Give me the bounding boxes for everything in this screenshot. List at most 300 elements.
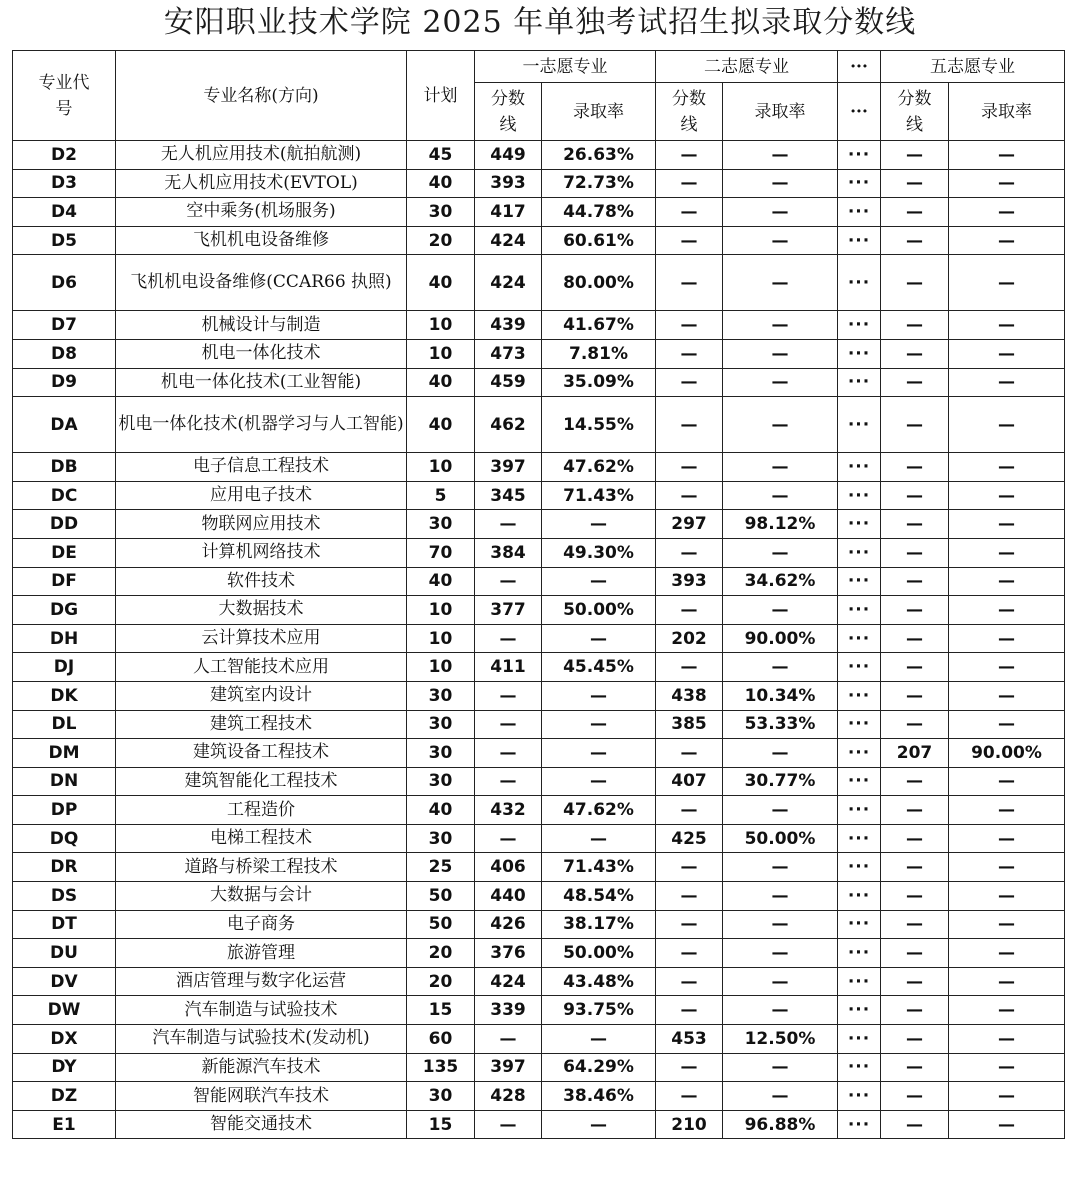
cell-rate-5: 90.00%: [949, 739, 1065, 768]
cell-ellipsis: ···: [838, 767, 881, 796]
cell-plan: 15: [407, 1110, 475, 1139]
cell-rate-5: —: [949, 226, 1065, 255]
cell-rate-5: —: [949, 510, 1065, 539]
cell-score-2: —: [656, 198, 723, 227]
cell-ellipsis: ···: [838, 510, 881, 539]
cell-ellipsis: ···: [838, 1110, 881, 1139]
header-name: 专业名称(方向): [116, 51, 407, 141]
cell-name: 无人机应用技术(航拍航测): [116, 141, 407, 170]
cell-score-5: —: [881, 681, 949, 710]
header-score-line-1: 分数线: [475, 83, 542, 141]
cell-rate-5: —: [949, 996, 1065, 1025]
table-row: [13, 1053, 1065, 1082]
cell-rate-2: 96.88%: [723, 1110, 838, 1139]
cell-ellipsis: ···: [838, 567, 881, 596]
header-rate-2: 录取率: [723, 83, 838, 141]
cell-plan: 10: [407, 624, 475, 653]
cell-rate-5: —: [949, 567, 1065, 596]
cell-code: DY: [13, 1053, 116, 1082]
cell-plan: 10: [407, 339, 475, 368]
cell-plan: 15: [407, 996, 475, 1025]
cell-name: 旅游管理: [116, 939, 407, 968]
cell-ellipsis: ···: [838, 939, 881, 968]
cell-rate-2: —: [723, 538, 838, 567]
cell-plan: 40: [407, 368, 475, 397]
cell-rate-2: 12.50%: [723, 1025, 838, 1054]
cell-code: D4: [13, 198, 116, 227]
cell-name: 电梯工程技术: [116, 824, 407, 853]
cell-score-2: —: [656, 255, 723, 311]
cell-score-1: 417: [475, 198, 542, 227]
cell-ellipsis: ···: [838, 226, 881, 255]
cell-score-5: —: [881, 311, 949, 340]
cell-rate-5: —: [949, 311, 1065, 340]
cell-score-2: —: [656, 653, 723, 682]
cell-score-1: —: [475, 681, 542, 710]
cell-rate-2: —: [723, 397, 838, 453]
cell-code: D3: [13, 169, 116, 198]
cell-name: 机电一体化技术(机器学习与人工智能): [116, 397, 407, 453]
cell-name: 大数据技术: [116, 596, 407, 625]
cell-score-2: 438: [656, 681, 723, 710]
cell-code: DL: [13, 710, 116, 739]
cell-ellipsis: ···: [838, 1053, 881, 1082]
cell-score-1: 459: [475, 368, 542, 397]
cell-rate-5: —: [949, 169, 1065, 198]
cell-name: 飞机机电设备维修: [116, 226, 407, 255]
cell-code: D5: [13, 226, 116, 255]
cell-ellipsis: ···: [838, 538, 881, 567]
cell-rate-2: —: [723, 255, 838, 311]
cell-rate-2: —: [723, 853, 838, 882]
cell-rate-5: —: [949, 624, 1065, 653]
cell-rate-2: 34.62%: [723, 567, 838, 596]
cell-rate-2: —: [723, 967, 838, 996]
cell-code: DK: [13, 681, 116, 710]
cell-score-5: —: [881, 368, 949, 397]
cell-score-5: —: [881, 226, 949, 255]
cell-code: DT: [13, 910, 116, 939]
cell-plan: 10: [407, 453, 475, 482]
cell-ellipsis: ···: [838, 255, 881, 311]
table-row: [13, 368, 1065, 397]
table-row: [13, 169, 1065, 198]
cell-score-1: 449: [475, 141, 542, 170]
cell-name: 道路与桥梁工程技术: [116, 853, 407, 882]
cell-score-5: —: [881, 481, 949, 510]
table-row: [13, 882, 1065, 911]
cell-rate-1: 43.48%: [542, 967, 656, 996]
cell-rate-2: —: [723, 939, 838, 968]
table-row: [13, 710, 1065, 739]
cell-rate-5: —: [949, 198, 1065, 227]
cell-rate-5: —: [949, 397, 1065, 453]
cell-score-5: —: [881, 796, 949, 825]
cell-score-1: 411: [475, 653, 542, 682]
cell-ellipsis: ···: [838, 624, 881, 653]
cell-rate-2: —: [723, 1053, 838, 1082]
cell-rate-2: —: [723, 339, 838, 368]
cell-plan: 30: [407, 767, 475, 796]
cell-rate-1: 60.61%: [542, 226, 656, 255]
cell-ellipsis: ···: [838, 198, 881, 227]
cell-ellipsis: ···: [838, 596, 881, 625]
table-row: [13, 1082, 1065, 1111]
cell-plan: 30: [407, 1082, 475, 1111]
cell-rate-1: 44.78%: [542, 198, 656, 227]
cell-name: 电子信息工程技术: [116, 453, 407, 482]
cell-code: DQ: [13, 824, 116, 853]
cell-ellipsis: ···: [838, 996, 881, 1025]
cell-code: DE: [13, 538, 116, 567]
cell-code: DD: [13, 510, 116, 539]
cell-rate-1: 50.00%: [542, 596, 656, 625]
cell-score-1: —: [475, 510, 542, 539]
cell-rate-2: 50.00%: [723, 824, 838, 853]
cell-ellipsis: ···: [838, 967, 881, 996]
cell-name: 智能网联汽车技术: [116, 1082, 407, 1111]
cell-rate-1: 50.00%: [542, 939, 656, 968]
cell-score-2: —: [656, 368, 723, 397]
cell-score-2: —: [656, 882, 723, 911]
cell-score-1: 426: [475, 910, 542, 939]
cell-plan: 25: [407, 853, 475, 882]
cell-rate-5: —: [949, 538, 1065, 567]
table-row: [13, 624, 1065, 653]
header-group-2: 二志愿专业: [656, 51, 838, 83]
cell-score-2: —: [656, 339, 723, 368]
cell-score-2: —: [656, 796, 723, 825]
cell-code: D8: [13, 339, 116, 368]
cell-ellipsis: ···: [838, 368, 881, 397]
cell-plan: 40: [407, 397, 475, 453]
cell-plan: 20: [407, 939, 475, 968]
table-row: [13, 339, 1065, 368]
table-row: [13, 910, 1065, 939]
cell-score-1: 424: [475, 255, 542, 311]
cell-score-2: —: [656, 453, 723, 482]
cell-rate-1: 93.75%: [542, 996, 656, 1025]
cell-name: 物联网应用技术: [116, 510, 407, 539]
cell-rate-2: —: [723, 910, 838, 939]
cell-code: E1: [13, 1110, 116, 1139]
cell-plan: 10: [407, 596, 475, 625]
cell-rate-5: —: [949, 910, 1065, 939]
cell-ellipsis: ···: [838, 739, 881, 768]
cell-rate-5: —: [949, 1025, 1065, 1054]
table-row: [13, 824, 1065, 853]
cell-score-5: —: [881, 996, 949, 1025]
cell-plan: 30: [407, 681, 475, 710]
cell-rate-5: —: [949, 796, 1065, 825]
cell-rate-1: —: [542, 567, 656, 596]
cell-score-1: —: [475, 710, 542, 739]
cell-score-5: —: [881, 767, 949, 796]
header-ellipsis: ···: [838, 83, 881, 141]
cell-name: 无人机应用技术(EVTOL): [116, 169, 407, 198]
table-row: [13, 1110, 1065, 1139]
cell-plan: 20: [407, 967, 475, 996]
cell-score-5: —: [881, 141, 949, 170]
cell-plan: 40: [407, 796, 475, 825]
cell-rate-2: 30.77%: [723, 767, 838, 796]
cell-name: 人工智能技术应用: [116, 653, 407, 682]
cell-name: 工程造价: [116, 796, 407, 825]
cell-rate-1: —: [542, 510, 656, 539]
cell-code: DW: [13, 996, 116, 1025]
cell-ellipsis: ···: [838, 796, 881, 825]
cell-ellipsis: ···: [838, 910, 881, 939]
cell-rate-1: 7.81%: [542, 339, 656, 368]
cell-rate-5: —: [949, 141, 1065, 170]
table-row: [13, 311, 1065, 340]
cell-rate-1: 45.45%: [542, 653, 656, 682]
admission-score-table: [12, 50, 1065, 1139]
cell-rate-2: 10.34%: [723, 681, 838, 710]
cell-plan: 30: [407, 510, 475, 539]
cell-score-2: —: [656, 226, 723, 255]
cell-rate-5: —: [949, 1082, 1065, 1111]
cell-score-1: 462: [475, 397, 542, 453]
cell-score-2: —: [656, 596, 723, 625]
cell-rate-5: —: [949, 368, 1065, 397]
cell-rate-1: —: [542, 1110, 656, 1139]
table-row: [13, 653, 1065, 682]
table-row: [13, 681, 1065, 710]
cell-score-2: 202: [656, 624, 723, 653]
cell-rate-5: —: [949, 824, 1065, 853]
cell-ellipsis: ···: [838, 311, 881, 340]
cell-ellipsis: ···: [838, 141, 881, 170]
cell-score-1: 440: [475, 882, 542, 911]
cell-score-5: —: [881, 339, 949, 368]
cell-rate-1: 71.43%: [542, 481, 656, 510]
cell-score-5: —: [881, 1025, 949, 1054]
cell-plan: 60: [407, 1025, 475, 1054]
cell-score-2: —: [656, 311, 723, 340]
cell-score-2: —: [656, 169, 723, 198]
cell-score-1: 397: [475, 1053, 542, 1082]
cell-score-1: 384: [475, 538, 542, 567]
cell-rate-1: —: [542, 739, 656, 768]
table-row: [13, 939, 1065, 968]
cell-score-5: —: [881, 653, 949, 682]
cell-name: 电子商务: [116, 910, 407, 939]
header-plan: 计划: [407, 51, 475, 141]
cell-rate-5: —: [949, 1110, 1065, 1139]
cell-score-1: 377: [475, 596, 542, 625]
cell-rate-2: —: [723, 996, 838, 1025]
cell-score-2: —: [656, 141, 723, 170]
cell-score-5: —: [881, 967, 949, 996]
cell-code: DC: [13, 481, 116, 510]
table-row: [13, 510, 1065, 539]
header-group-ellipsis: ···: [838, 51, 881, 83]
cell-score-2: —: [656, 739, 723, 768]
cell-rate-2: —: [723, 653, 838, 682]
cell-rate-2: —: [723, 796, 838, 825]
cell-score-5: —: [881, 169, 949, 198]
cell-name: 大数据与会计: [116, 882, 407, 911]
cell-score-2: 425: [656, 824, 723, 853]
cell-plan: 10: [407, 311, 475, 340]
cell-rate-5: —: [949, 596, 1065, 625]
table-row: [13, 255, 1065, 311]
cell-score-5: —: [881, 910, 949, 939]
cell-score-1: —: [475, 1025, 542, 1054]
cell-score-1: 428: [475, 1082, 542, 1111]
cell-rate-1: 47.62%: [542, 453, 656, 482]
cell-score-2: —: [656, 1053, 723, 1082]
cell-score-2: —: [656, 397, 723, 453]
table-row: [13, 596, 1065, 625]
cell-ellipsis: ···: [838, 824, 881, 853]
cell-rate-2: 90.00%: [723, 624, 838, 653]
table-row: [13, 141, 1065, 170]
cell-name: 新能源汽车技术: [116, 1053, 407, 1082]
table-row: [13, 853, 1065, 882]
cell-code: DU: [13, 939, 116, 968]
cell-score-2: —: [656, 1082, 723, 1111]
cell-rate-1: —: [542, 1025, 656, 1054]
cell-plan: 30: [407, 824, 475, 853]
cell-name: 机械设计与制造: [116, 311, 407, 340]
cell-rate-1: —: [542, 710, 656, 739]
cell-rate-1: —: [542, 767, 656, 796]
cell-plan: 30: [407, 739, 475, 768]
cell-ellipsis: ···: [838, 882, 881, 911]
cell-rate-1: 26.63%: [542, 141, 656, 170]
cell-score-5: —: [881, 1053, 949, 1082]
cell-rate-2: —: [723, 882, 838, 911]
cell-rate-1: 47.62%: [542, 796, 656, 825]
cell-plan: 5: [407, 481, 475, 510]
cell-rate-2: —: [723, 1082, 838, 1111]
table-row: [13, 767, 1065, 796]
cell-score-2: 297: [656, 510, 723, 539]
cell-score-5: —: [881, 538, 949, 567]
cell-code: DP: [13, 796, 116, 825]
table-row: [13, 996, 1065, 1025]
cell-ellipsis: ···: [838, 453, 881, 482]
table-row: [13, 739, 1065, 768]
cell-name: 智能交通技术: [116, 1110, 407, 1139]
cell-rate-1: 38.17%: [542, 910, 656, 939]
cell-ellipsis: ···: [838, 681, 881, 710]
cell-rate-5: —: [949, 882, 1065, 911]
cell-score-1: 432: [475, 796, 542, 825]
cell-rate-1: 49.30%: [542, 538, 656, 567]
cell-code: DV: [13, 967, 116, 996]
cell-rate-5: —: [949, 767, 1065, 796]
cell-score-5: —: [881, 453, 949, 482]
cell-score-5: 207: [881, 739, 949, 768]
cell-score-2: 453: [656, 1025, 723, 1054]
cell-rate-5: —: [949, 853, 1065, 882]
cell-score-2: —: [656, 996, 723, 1025]
cell-rate-2: —: [723, 596, 838, 625]
cell-score-1: 439: [475, 311, 542, 340]
cell-plan: 30: [407, 198, 475, 227]
cell-rate-1: 41.67%: [542, 311, 656, 340]
cell-rate-5: —: [949, 710, 1065, 739]
cell-score-5: —: [881, 853, 949, 882]
header-code: 专业代号: [13, 51, 116, 141]
cell-rate-1: —: [542, 624, 656, 653]
cell-rate-1: —: [542, 824, 656, 853]
cell-plan: 135: [407, 1053, 475, 1082]
cell-rate-1: 48.54%: [542, 882, 656, 911]
cell-rate-1: 72.73%: [542, 169, 656, 198]
cell-code: DM: [13, 739, 116, 768]
cell-score-5: —: [881, 624, 949, 653]
cell-score-1: 473: [475, 339, 542, 368]
cell-ellipsis: ···: [838, 653, 881, 682]
table-row: [13, 1025, 1065, 1054]
cell-rate-5: —: [949, 653, 1065, 682]
cell-name: 汽车制造与试验技术(发动机): [116, 1025, 407, 1054]
cell-rate-5: —: [949, 681, 1065, 710]
header-group-5: 五志愿专业: [881, 51, 1065, 83]
header-score-line-5: 分数线: [881, 83, 949, 141]
cell-rate-1: —: [542, 681, 656, 710]
cell-plan: 20: [407, 226, 475, 255]
cell-score-2: —: [656, 853, 723, 882]
cell-name: 软件技术: [116, 567, 407, 596]
cell-rate-1: 80.00%: [542, 255, 656, 311]
cell-ellipsis: ···: [838, 1082, 881, 1111]
header-rate-5: 录取率: [949, 83, 1065, 141]
table-row: [13, 198, 1065, 227]
cell-ellipsis: ···: [838, 169, 881, 198]
cell-score-1: —: [475, 739, 542, 768]
cell-rate-5: —: [949, 481, 1065, 510]
cell-name: 机电一体化技术: [116, 339, 407, 368]
cell-code: DN: [13, 767, 116, 796]
cell-score-2: —: [656, 481, 723, 510]
cell-name: 机电一体化技术(工业智能): [116, 368, 407, 397]
cell-rate-2: —: [723, 141, 838, 170]
cell-code: DJ: [13, 653, 116, 682]
cell-score-5: —: [881, 567, 949, 596]
cell-code: DG: [13, 596, 116, 625]
cell-name: 建筑工程技术: [116, 710, 407, 739]
cell-ellipsis: ···: [838, 397, 881, 453]
cell-score-5: —: [881, 596, 949, 625]
cell-plan: 45: [407, 141, 475, 170]
cell-code: DA: [13, 397, 116, 453]
cell-score-5: —: [881, 824, 949, 853]
cell-code: D2: [13, 141, 116, 170]
cell-score-5: —: [881, 255, 949, 311]
cell-score-1: 424: [475, 226, 542, 255]
cell-plan: 50: [407, 882, 475, 911]
cell-rate-1: 38.46%: [542, 1082, 656, 1111]
cell-score-2: 407: [656, 767, 723, 796]
cell-score-5: —: [881, 198, 949, 227]
cell-code: DB: [13, 453, 116, 482]
cell-plan: 70: [407, 538, 475, 567]
table-row: [13, 538, 1065, 567]
cell-score-2: —: [656, 910, 723, 939]
cell-ellipsis: ···: [838, 853, 881, 882]
cell-score-1: —: [475, 767, 542, 796]
table-row: [13, 453, 1065, 482]
cell-rate-5: —: [949, 967, 1065, 996]
cell-code: DF: [13, 567, 116, 596]
cell-rate-2: 98.12%: [723, 510, 838, 539]
table-row: [13, 967, 1065, 996]
